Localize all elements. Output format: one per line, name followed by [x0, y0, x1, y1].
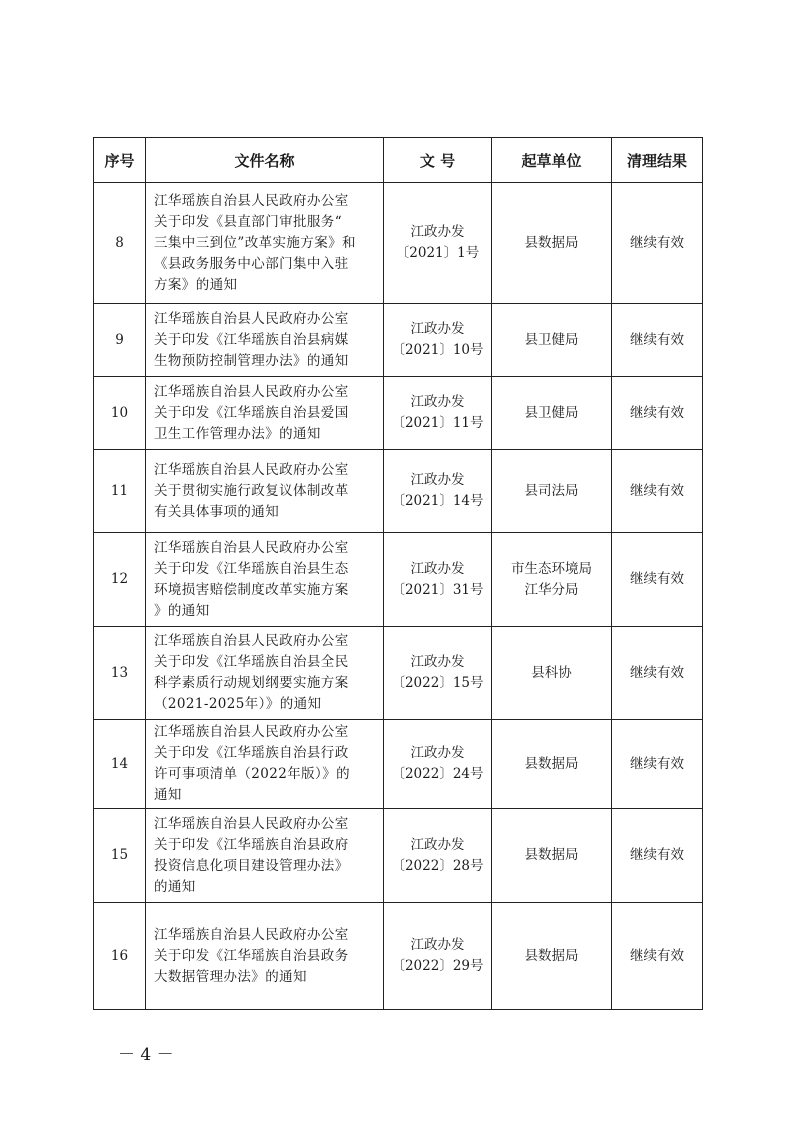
document-name-line: 关于印发《江华瑶族自治县病媒	[154, 331, 349, 348]
document-number-line: 江政办发	[410, 394, 465, 410]
serial-number-cell: 8	[94, 183, 146, 304]
serial-number-cell: 14	[94, 720, 146, 809]
document-name-line: 环境损害赔偿制度改革实施方案	[154, 581, 349, 598]
document-name-line: 方案》的通知	[154, 276, 238, 293]
cleanup-result-cell: 继续有效	[612, 720, 703, 809]
document-name-line: 江华瑶族自治县人民政府办公室	[154, 310, 349, 327]
document-name-line: 关于印发《江华瑶族自治县政务	[154, 947, 349, 964]
document-name-line: 有关具体事项的通知	[154, 503, 280, 520]
drafting-unit-line: 县数据局	[524, 847, 579, 863]
drafting-unit-cell	[492, 450, 612, 533]
document-name-line: 关于贯彻实施行政复议体制改革	[154, 482, 349, 499]
serial-number-cell: 11	[94, 450, 146, 533]
document-name-cell	[146, 183, 384, 304]
document-number-line: 江政办发	[410, 224, 465, 240]
document-number-cell	[384, 627, 492, 720]
document-name-cell	[146, 450, 384, 533]
drafting-unit-cell	[492, 809, 612, 903]
document-name-line: 关于印发《江华瑶族自治县行政	[154, 745, 349, 761]
cleanup-result-cell: 继续有效	[612, 304, 703, 377]
table-body	[94, 183, 703, 1010]
document-name-line: 江华瑶族自治县人民政府办公室	[154, 539, 349, 556]
document-name-line: 关于印发《江华瑶族自治县爱国	[154, 404, 349, 421]
document-number-cell	[384, 720, 492, 809]
drafting-unit-line: 县数据局	[524, 947, 579, 964]
header-drafting-unit: 起草单位	[492, 138, 612, 183]
document-name-line: 江华瑶族自治县人民政府办公室	[154, 633, 349, 649]
document-number-line: 〔2022〕29号	[391, 958, 484, 974]
document-number-line: 江政办发	[410, 937, 465, 953]
drafting-unit-cell	[492, 304, 612, 377]
document-name-line: 许可事项清单（2022年版）》的	[154, 766, 351, 782]
table-row	[94, 450, 703, 533]
document-name-line: 关于印发《江华瑶族自治县政府	[154, 836, 349, 853]
document-name-line: 卫生工作管理办法》的通知	[154, 425, 321, 442]
document-name-line: 《县政务服务中心部门集中入驻	[154, 255, 349, 272]
document-number-line: 江政办发	[410, 836, 465, 853]
table-row	[94, 903, 703, 1010]
drafting-unit-cell	[492, 903, 612, 1010]
document-number-cell	[384, 377, 492, 450]
cleanup-result-cell: 继续有效	[612, 809, 703, 903]
document-number-line: 〔2021〕10号	[391, 342, 484, 358]
document-number-line: 江政办发	[410, 321, 465, 337]
header-document-number: 文 号	[384, 138, 492, 183]
document-name-line: 江华瑶族自治县人民政府办公室	[154, 192, 349, 209]
document-number-line: 〔2022〕15号	[391, 675, 484, 691]
document-name-line: 投资信息化项目建设管理办法》	[154, 857, 349, 874]
document-name-line: 生物预防控制管理办法》的通知	[154, 352, 349, 369]
cleanup-result-cell: 继续有效	[612, 450, 703, 533]
serial-number-cell: 12	[94, 533, 146, 627]
drafting-unit-line: 县卫健局	[524, 331, 579, 348]
serial-number-cell: 15	[94, 809, 146, 903]
page-number: － 4 －	[118, 1045, 174, 1065]
drafting-unit-line: 市生态环境局	[511, 560, 592, 577]
table-row	[94, 720, 703, 809]
document-number-line: 江政办发	[410, 654, 465, 670]
cleanup-result-cell: 继续有效	[612, 627, 703, 720]
document-name-cell	[146, 720, 384, 809]
document-number-cell	[384, 809, 492, 903]
table-header-row	[94, 138, 703, 183]
document-name-cell	[146, 809, 384, 903]
document-name-line: 关于印发《江华瑶族自治县生态	[154, 560, 349, 577]
drafting-unit-line: 江华分局	[524, 581, 579, 598]
document-number-cell	[384, 533, 492, 627]
document-name-line: 三集中三到位”改革实施方案》和	[154, 234, 356, 251]
table-row	[94, 627, 703, 720]
document-name-line: 科学素质行动规划纲要实施方案	[154, 675, 349, 691]
document-name-line: 江华瑶族自治县人民政府办公室	[154, 383, 349, 400]
drafting-unit-line: 县数据局	[524, 755, 579, 772]
document-name-line: （2021-2025年）》的通知	[154, 696, 322, 712]
document-number-line: 江政办发	[410, 745, 465, 761]
document-number-line: 〔2022〕28号	[391, 857, 484, 874]
drafting-unit-line: 县科协	[531, 664, 572, 681]
header-serial-number: 序号	[94, 138, 146, 183]
drafting-unit-cell	[492, 627, 612, 720]
document-table	[93, 137, 703, 1010]
document-name-line: 关于印发《江华瑶族自治县全民	[154, 654, 349, 670]
table-row	[94, 304, 703, 377]
serial-number-cell: 9	[94, 304, 146, 377]
drafting-unit-line: 县卫健局	[524, 404, 579, 421]
document-number-line: 江政办发	[410, 560, 465, 577]
document-name-line: 通知	[154, 787, 182, 803]
document-number-line: 〔2022〕24号	[391, 766, 484, 782]
table-row	[94, 183, 703, 304]
document-name-line: 大数据管理办法》的通知	[154, 968, 307, 985]
drafting-unit-cell	[492, 720, 612, 809]
cleanup-result-cell: 继续有效	[612, 183, 703, 304]
document-name-line: 江华瑶族自治县人民政府办公室	[154, 926, 349, 943]
header-cleanup-result: 清理结果	[612, 138, 703, 183]
table-row	[94, 377, 703, 450]
document-name-line: 关于印发《县直部门审批服务“	[154, 213, 343, 230]
serial-number-cell: 13	[94, 627, 146, 720]
document-number-cell	[384, 903, 492, 1010]
document-number-line: 〔2021〕31号	[391, 581, 484, 598]
document-name-cell	[146, 533, 384, 627]
cleanup-result-cell: 继续有效	[612, 903, 703, 1010]
cleanup-result-cell: 继续有效	[612, 377, 703, 450]
document-name-line: 》的通知	[154, 602, 210, 619]
drafting-unit-line: 县数据局	[524, 234, 579, 251]
serial-number-cell: 10	[94, 377, 146, 450]
document-name-cell	[146, 377, 384, 450]
document-name-line: 江华瑶族自治县人民政府办公室	[154, 461, 349, 478]
document-number-cell	[384, 450, 492, 533]
document-name-line: 的通知	[154, 878, 196, 895]
document-number-cell	[384, 304, 492, 377]
cleanup-result-cell: 继续有效	[612, 533, 703, 627]
serial-number-cell: 16	[94, 903, 146, 1010]
table-row	[94, 533, 703, 627]
document-name-cell	[146, 627, 384, 720]
document-name-cell	[146, 903, 384, 1010]
drafting-unit-cell	[492, 377, 612, 450]
document-number-cell	[384, 183, 492, 304]
document-name-line: 江华瑶族自治县人民政府办公室	[154, 724, 349, 740]
table-row	[94, 809, 703, 903]
drafting-unit-cell	[492, 533, 612, 627]
document-name-cell	[146, 304, 384, 377]
document-name-line: 江华瑶族自治县人民政府办公室	[154, 815, 349, 832]
document-number-line: 〔2021〕14号	[391, 493, 484, 509]
document-number-line: 江政办发	[410, 472, 465, 488]
drafting-unit-cell	[492, 183, 612, 304]
header-document-name: 文件名称	[146, 138, 384, 183]
document-number-line: 〔2021〕1号	[395, 245, 480, 261]
document-number-line: 〔2021〕11号	[391, 415, 484, 431]
drafting-unit-line: 县司法局	[524, 482, 579, 499]
